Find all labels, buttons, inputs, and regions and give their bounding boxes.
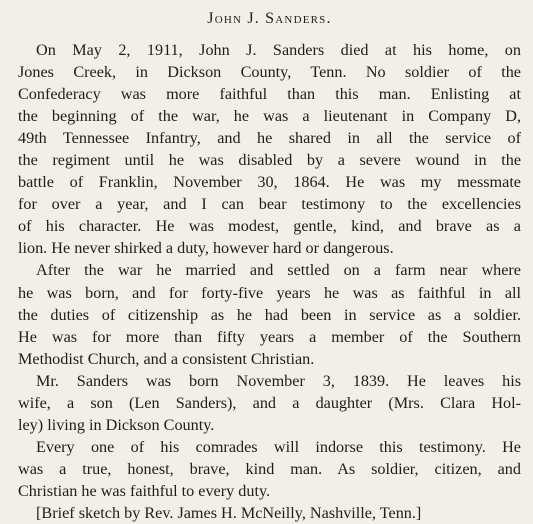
text-line: Christian he was faithful to every duty. <box>18 481 271 500</box>
author-attribution: [Brief sketch by Rev. James H. McNeilly, Nashville, Tenn.] <box>36 503 422 522</box>
text-line: Confederacy was more faithful than this man. Enlisting at <box>18 85 521 104</box>
text-line: Mr. Sanders was born November 3, 1839. He leaves his <box>36 371 521 390</box>
text-line: He was for more than fifty years a member of the Southern <box>18 327 521 346</box>
text-line: for over a year, and I can bear testimony to the excellencies <box>18 195 521 214</box>
text-line: the duties of citizenship as he had been in service as a soldier. <box>18 305 521 324</box>
text-line: Methodist Church, and a consistent Christian. <box>18 349 315 368</box>
text-line: the beginning of the war, he was a lieutenant in Company D, <box>18 107 521 126</box>
obituary-body <box>18 39 521 524</box>
text-line: he was born, and for forty-five years he was as faithful in all <box>18 283 521 302</box>
text-line: the regiment until he was disabled by a severe wound in the <box>18 151 521 170</box>
text-line: wife, a son (Len Sanders), and a daughter (Mrs. Clara Hol- <box>18 393 521 412</box>
text-line: battle of Franklin, November 30, 1864. He was my messmate <box>18 173 521 192</box>
text-line: Every one of his comrades will indorse this testimony. He <box>36 437 521 456</box>
text-line: Jones Creek, in Dickson County, Tenn. No soldier of the <box>18 63 521 82</box>
obituary-title: John J. Sanders. <box>207 10 332 27</box>
text-line: ley) living in Dickson County. <box>18 415 215 434</box>
text-line: was a true, honest, brave, kind man. As soldier, citizen, and <box>18 459 521 478</box>
text-line: lion. He never shirked a duty, however hard or dangerous. <box>18 239 394 258</box>
text-line: of his character. He was modest, gentle, kind, and brave as a <box>18 217 521 236</box>
text-line: On May 2, 1911, John J. Sanders died at his home, on <box>36 41 521 59</box>
text-line: After the war he married and settled on a farm near where <box>36 261 521 280</box>
text-line: 49th Tennessee Infantry, and he shared in all the service of <box>18 129 521 148</box>
